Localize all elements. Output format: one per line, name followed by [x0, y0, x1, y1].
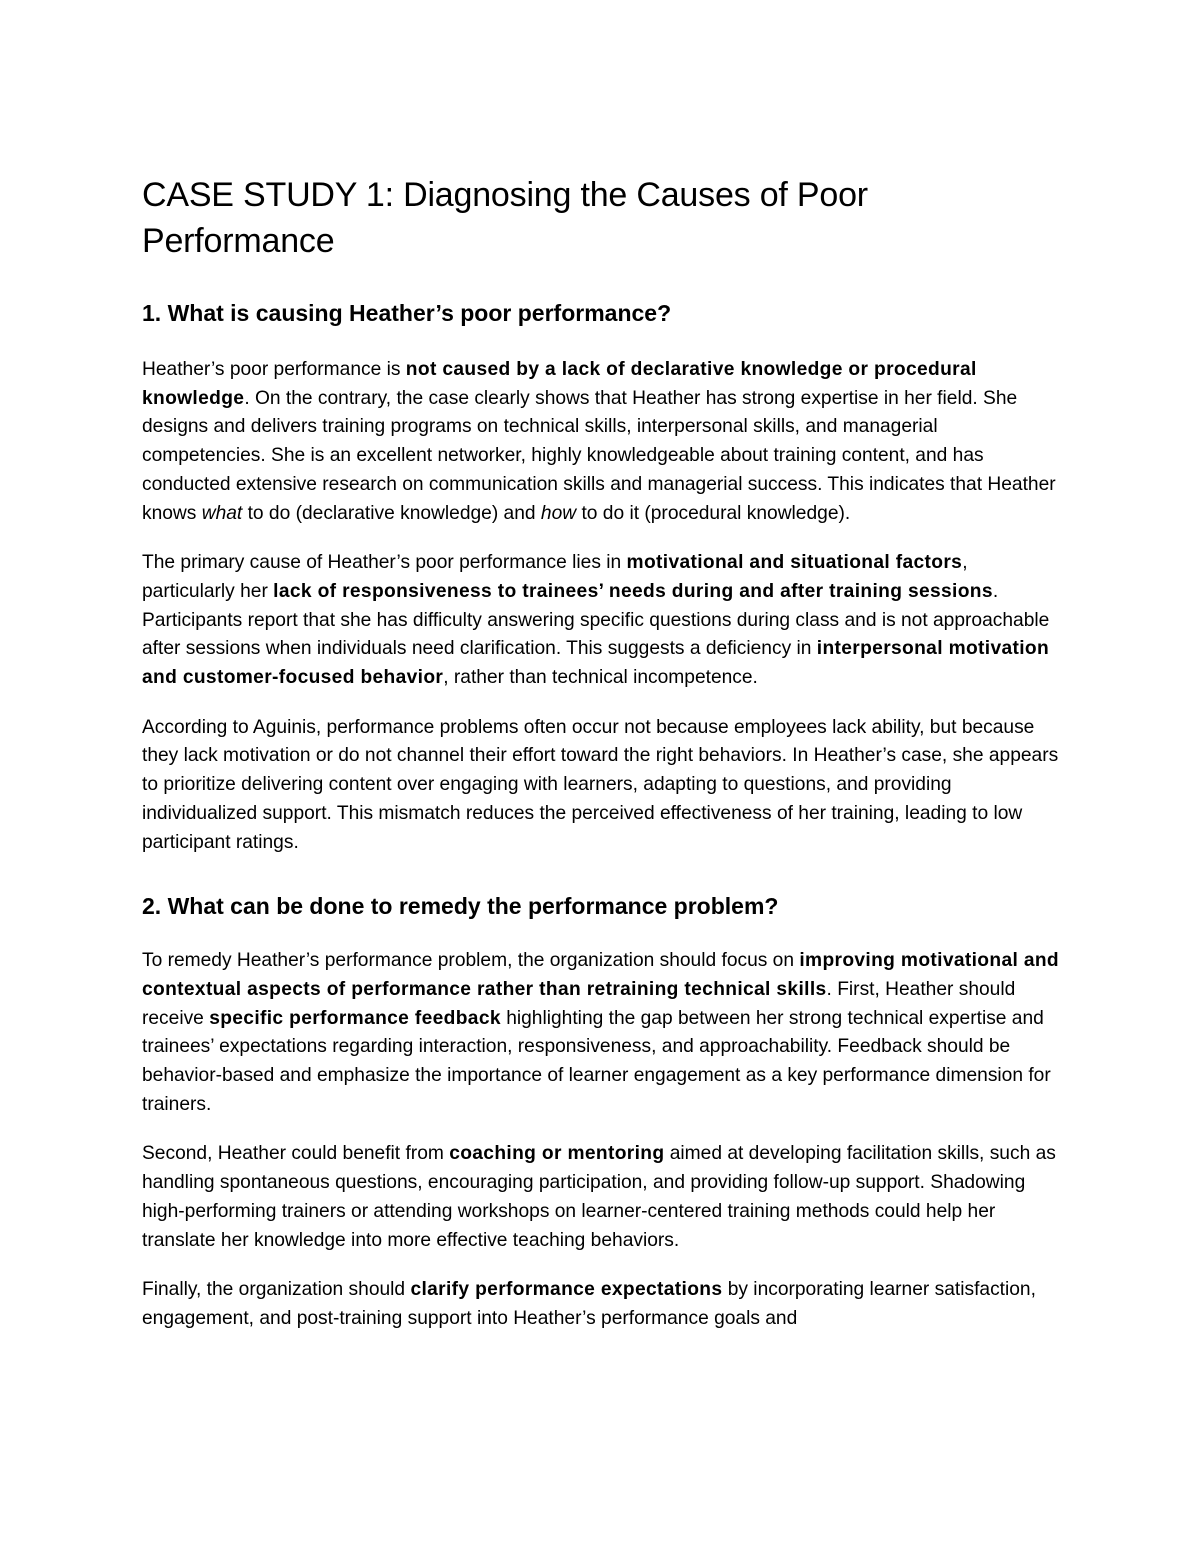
- bold-text: specific performance feedback: [209, 1007, 501, 1029]
- paragraph-text: Heather’s poor performance is: [142, 359, 406, 380]
- paragraph-1: [142, 356, 1064, 528]
- bold-text: not caused by a lack of declarative knowledge or procedural knowledge: [142, 359, 977, 409]
- paragraph-text: Second, Heather could benefit from: [142, 1143, 450, 1165]
- italic-text: what: [201, 502, 243, 524]
- paragraph-text: The primary cause of Heather’s poor performance lies in: [142, 552, 627, 574]
- paragraph-text: , rather than technical incompetence.: [443, 667, 758, 689]
- paragraph-text: to do (declarative knowledge) and: [242, 502, 541, 524]
- paragraph-text: aimed at developing facilitation skills, such as handling spontaneous questions, encouraging participation, and providing follow-up support. Shadowing high-performing trainers or attending workshops on learner-centered training methods could help her translate her knowledge into more effective teaching behaviors.: [142, 1143, 1056, 1251]
- bold-text: improving motivational and contextual aspects of performance rather than retraining technical skills: [142, 950, 1059, 1000]
- document-title: CASE STUDY 1: Diagnosing the Causes of Poor Performance: [142, 176, 868, 260]
- paragraph-4: [142, 947, 1064, 1119]
- question-2-heading: 2. What can be done to remedy the performance problem?: [142, 893, 779, 920]
- paragraph-2: [142, 549, 1064, 693]
- paragraph-text: . First, Heather should receive: [142, 978, 1016, 1029]
- bold-text: coaching or mentoring: [449, 1143, 665, 1165]
- paragraph-text: by incorporating learner satisfaction, engagement, and post-training support into Heather’s performance goals and: [142, 1279, 1036, 1329]
- document-body: [142, 172, 1064, 1334]
- paragraph-text: , particularly her: [142, 552, 968, 602]
- italic-text: how: [540, 502, 577, 524]
- paragraph-text: to do it (procedural knowledge).: [576, 502, 851, 524]
- paragraph-text: To remedy Heather’s performance problem, the organization should focus on: [142, 950, 800, 972]
- paragraph-text: highlighting the gap between her strong technical expertise and trainees’ expectations regarding interaction, responsiveness, and approachability. Feedback should be behavior-based and emphasize the importance of learner engagement as a key performance dimension for trainers.: [142, 1007, 1051, 1115]
- paragraph-6: [142, 1276, 1064, 1333]
- paragraph-3: According to Aguinis, performance problems often occur not because employees lack ability, but because they lack motivation or do not channel their effort toward the right behaviors. In Heather’s case, she appears to prioritize delivering content over engaging with learners, adapting to questions, and providing individualized support. This mismatch reduces the perceived effectiveness of her training, leading to low participant ratings.: [142, 716, 1059, 853]
- paragraph-text: . Participants report that she has difficulty answering specific questions during class and is not approachable after sessions when individuals need clarification. This suggests a deficiency in: [142, 580, 1050, 660]
- bold-text: lack of responsiveness to trainees’ needs during and after training sessions: [273, 580, 993, 602]
- bold-text: motivational and situational factors: [626, 552, 963, 574]
- paragraph-text: . On the contrary, the case clearly shows that Heather has strong expertise in her field. She designs and delivers training programs on technical skills, interpersonal skills, and managerial competencies. She is an excellent networker, highly knowledgeable about training content, and has conducted extensive research on communication skills and managerial success. This indicates that Heather knows: [142, 387, 1056, 524]
- question-1-heading: 1. What is causing Heather’s poor performance?: [142, 300, 672, 326]
- bold-text: clarify performance expectations: [410, 1279, 723, 1301]
- bold-text: interpersonal motivation and customer-focused behavior: [142, 638, 1050, 689]
- paragraph-text: Finally, the organization should: [142, 1279, 411, 1301]
- paragraph-5: [142, 1140, 1064, 1255]
